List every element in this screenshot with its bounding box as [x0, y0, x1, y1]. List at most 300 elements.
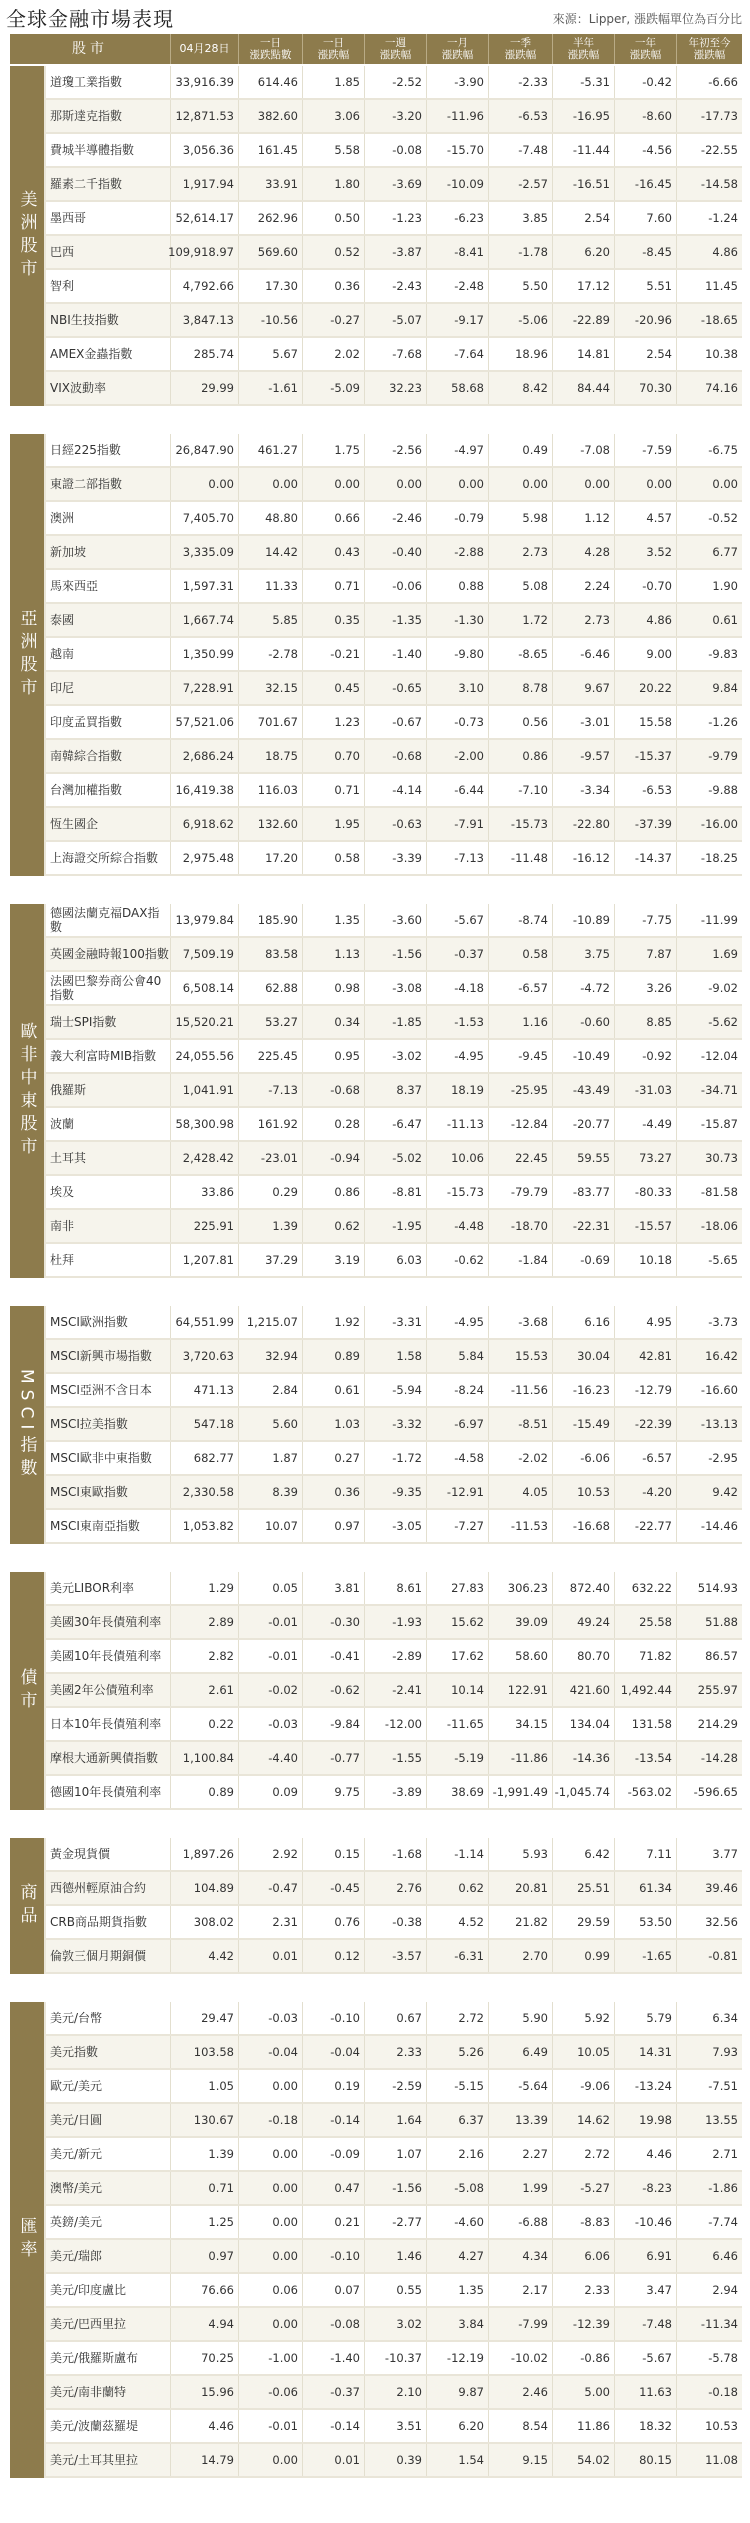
cell-close: 0.22 [170, 1708, 238, 1740]
cell-half: 29.59 [552, 1906, 614, 1938]
cell-month: -2.88 [426, 536, 488, 568]
row-name: 墨西哥 [50, 211, 87, 225]
cell-ytd: -5.62 [676, 1006, 742, 1038]
table-row [46, 1210, 742, 1244]
cell-day-pct: 1.03 [302, 1408, 364, 1440]
table-header [10, 34, 742, 64]
row-name: 俄羅斯 [50, 1083, 87, 1097]
cell-day-points: 32.94 [238, 1340, 302, 1372]
cell-day-pct: 0.62 [302, 1210, 364, 1242]
cell-quarter: 39.09 [488, 1606, 552, 1638]
cell-ytd: 4.86 [676, 236, 742, 268]
cell-week: -2.89 [364, 1640, 426, 1672]
cell-ytd: 86.57 [676, 1640, 742, 1672]
cell-quarter: -15.73 [488, 808, 552, 840]
table-row [46, 1872, 742, 1906]
cell-week: -2.46 [364, 502, 426, 534]
section-2 [10, 904, 742, 1278]
cell-week: 1.64 [364, 2104, 426, 2136]
cell-day-pct: 2.02 [302, 338, 364, 370]
cell-quarter: 5.50 [488, 270, 552, 302]
cell-day-points: 33.91 [238, 168, 302, 200]
cell-half: 0.00 [552, 468, 614, 500]
cell-half: 421.60 [552, 1674, 614, 1706]
cell-quarter: -11.56 [488, 1374, 552, 1406]
cell-half: -6.46 [552, 638, 614, 670]
cell-half: 84.44 [552, 372, 614, 404]
cell-quarter: -3.68 [488, 1306, 552, 1338]
cell-close: 7,405.70 [170, 502, 238, 534]
cell-day-pct: -0.27 [302, 304, 364, 336]
cell-ytd: -17.73 [676, 100, 742, 132]
row-name: MSCI東南亞指數 [50, 1519, 140, 1533]
cell-day-pct: 1.23 [302, 706, 364, 738]
table-row [46, 434, 742, 468]
row-name: 羅素二千指數 [50, 177, 123, 191]
cell-year: -10.46 [614, 2206, 676, 2238]
cell-quarter: 8.42 [488, 372, 552, 404]
row-name: 印尼 [50, 681, 75, 695]
section-label-text: 歐非中東股市 [16, 1022, 37, 1160]
cell-week: -1.55 [364, 1742, 426, 1774]
cell-ytd: 32.56 [676, 1906, 742, 1938]
row-name: MSCI歐非中東指數 [50, 1451, 152, 1465]
cell-close: 16,419.38 [170, 774, 238, 806]
cell-year: 80.15 [614, 2444, 676, 2476]
row-name: 德國10年長債殖利率 [50, 1785, 162, 1799]
cell-ytd: 1.69 [676, 938, 742, 970]
cell-ytd: -34.71 [676, 1074, 742, 1106]
section-label [10, 1306, 44, 1544]
cell-close: 547.18 [170, 1408, 238, 1440]
cell-quarter: 58.60 [488, 1640, 552, 1672]
cell-close: 1,667.74 [170, 604, 238, 636]
cell-ytd: -12.04 [676, 1040, 742, 1072]
cell-year: 53.50 [614, 1906, 676, 1938]
cell-half: -9.57 [552, 740, 614, 772]
cell-week: -1.95 [364, 1210, 426, 1242]
table-row [46, 2070, 742, 2104]
cell-day-points: 14.42 [238, 536, 302, 568]
row-name: 澳幣/美元 [50, 2181, 103, 2195]
cell-day-pct: 0.71 [302, 570, 364, 602]
cell-week: 3.51 [364, 2410, 426, 2442]
header-quarter: 一季 漲跌幅 [488, 34, 552, 64]
cell-day-points: 461.27 [238, 434, 302, 466]
cell-ytd: 10.53 [676, 2410, 742, 2442]
cell-close: 0.89 [170, 1776, 238, 1808]
cell-month: 1.35 [426, 2274, 488, 2306]
cell-month: 27.83 [426, 1572, 488, 1604]
cell-day-points: 0.00 [238, 2308, 302, 2340]
cell-month: -6.31 [426, 1940, 488, 1972]
cell-close: 0.71 [170, 2172, 238, 2204]
cell-day-points: 569.60 [238, 236, 302, 268]
row-name: 那斯達克指數 [50, 109, 123, 123]
cell-quarter: 0.00 [488, 468, 552, 500]
cell-month: 6.20 [426, 2410, 488, 2442]
cell-ytd: -1.26 [676, 706, 742, 738]
cell-week: 8.61 [364, 1572, 426, 1604]
cell-quarter: 8.78 [488, 672, 552, 704]
cell-quarter: -8.51 [488, 1408, 552, 1440]
cell-day-pct: -0.14 [302, 2104, 364, 2136]
cell-week: -0.38 [364, 1906, 426, 1938]
cell-quarter: -1.84 [488, 1244, 552, 1276]
cell-week: 1.07 [364, 2138, 426, 2170]
cell-close: 103.58 [170, 2036, 238, 2068]
row-name: 越南 [50, 647, 75, 661]
cell-year: -6.53 [614, 774, 676, 806]
cell-half: 9.67 [552, 672, 614, 704]
row-name: 日本10年長債殖利率 [50, 1717, 162, 1731]
row-name: 美元/波蘭茲羅堤 [50, 2419, 139, 2433]
cell-ytd: -0.81 [676, 1940, 742, 1972]
cell-day-points: 1.87 [238, 1442, 302, 1474]
cell-close: 7,509.19 [170, 938, 238, 970]
table-row [46, 1074, 742, 1108]
cell-close: 7,228.91 [170, 672, 238, 704]
cell-week: 1.46 [364, 2240, 426, 2272]
cell-month: -15.73 [426, 1176, 488, 1208]
cell-close: 3,056.36 [170, 134, 238, 166]
cell-close: 4.46 [170, 2410, 238, 2442]
cell-year: 71.82 [614, 1640, 676, 1672]
table-row [46, 1674, 742, 1708]
cell-month: 9.87 [426, 2376, 488, 2408]
cell-year: 19.98 [614, 2104, 676, 2136]
cell-quarter: 15.53 [488, 1340, 552, 1372]
cell-day-pct: 1.85 [302, 66, 364, 98]
cell-close: 225.91 [170, 1210, 238, 1242]
cell-month: 4.52 [426, 1906, 488, 1938]
cell-half: 5.92 [552, 2002, 614, 2034]
cell-month: 0.88 [426, 570, 488, 602]
cell-ytd: 6.34 [676, 2002, 742, 2034]
cell-day-points: 185.90 [238, 904, 302, 936]
cell-month: 5.26 [426, 2036, 488, 2068]
cell-month: -10.09 [426, 168, 488, 200]
row-name: 泰國 [50, 613, 75, 627]
cell-day-pct: 0.27 [302, 1442, 364, 1474]
row-name: 土耳其 [50, 1151, 87, 1165]
cell-day-pct: -0.37 [302, 2376, 364, 2408]
table-row [46, 1006, 742, 1040]
table-row [46, 638, 742, 672]
cell-quarter: 2.73 [488, 536, 552, 568]
row-name: 澳洲 [50, 511, 75, 525]
cell-day-pct: 1.75 [302, 434, 364, 466]
table-row [46, 1244, 742, 1278]
cell-half: -43.49 [552, 1074, 614, 1106]
cell-day-points: -0.03 [238, 2002, 302, 2034]
cell-ytd: 514.93 [676, 1572, 742, 1604]
cell-day-pct: -0.77 [302, 1742, 364, 1774]
cell-week: -1.56 [364, 938, 426, 970]
cell-half: 59.55 [552, 1142, 614, 1174]
cell-year: 7.87 [614, 938, 676, 970]
cell-half: 14.62 [552, 2104, 614, 2136]
table-row [46, 1708, 742, 1742]
row-name: 美元/台幣 [50, 2011, 103, 2025]
cell-day-points: -0.18 [238, 2104, 302, 2136]
cell-half: -22.89 [552, 304, 614, 336]
cell-half: 14.81 [552, 338, 614, 370]
table-row [46, 672, 742, 706]
cell-close: 58,300.98 [170, 1108, 238, 1140]
cell-day-points: -1.61 [238, 372, 302, 404]
cell-close: 2,686.24 [170, 740, 238, 772]
table-row [46, 168, 742, 202]
row-name: 德國法蘭克福DAX指數 [50, 906, 160, 934]
cell-ytd: -2.95 [676, 1442, 742, 1474]
cell-week: 0.55 [364, 2274, 426, 2306]
table-row [46, 1040, 742, 1074]
row-name: 美國2年公債殖利率 [50, 1683, 154, 1697]
cell-day-points: 0.00 [238, 2206, 302, 2238]
cell-close: 130.67 [170, 2104, 238, 2136]
cell-day-pct: 5.58 [302, 134, 364, 166]
section-5 [10, 1838, 742, 1974]
cell-day-points: 0.00 [238, 2070, 302, 2102]
cell-quarter: 5.90 [488, 2002, 552, 2034]
cell-month: -4.97 [426, 434, 488, 466]
cell-year: -6.57 [614, 1442, 676, 1474]
cell-day-points: 53.27 [238, 1006, 302, 1038]
cell-year: 20.22 [614, 672, 676, 704]
cell-close: 2.89 [170, 1606, 238, 1638]
table-row [46, 2172, 742, 2206]
cell-day-points: 382.60 [238, 100, 302, 132]
row-name: 智利 [50, 279, 75, 293]
table-row [46, 1340, 742, 1374]
cell-month: -0.79 [426, 502, 488, 534]
cell-close: 24,055.56 [170, 1040, 238, 1072]
cell-close: 104.89 [170, 1872, 238, 1904]
cell-year: -0.92 [614, 1040, 676, 1072]
cell-week: -8.81 [364, 1176, 426, 1208]
cell-year: 10.18 [614, 1244, 676, 1276]
cell-ytd: 11.45 [676, 270, 742, 302]
cell-day-pct: 0.35 [302, 604, 364, 636]
cell-day-pct: 1.92 [302, 1306, 364, 1338]
cell-close: 1,597.31 [170, 570, 238, 602]
row-name: MSCI新興市場指數 [50, 1349, 152, 1363]
cell-year: 4.95 [614, 1306, 676, 1338]
cell-day-pct: 3.19 [302, 1244, 364, 1276]
row-name: 美元/瑞郎 [50, 2249, 103, 2263]
cell-day-points: 1.39 [238, 1210, 302, 1242]
cell-day-pct: 1.95 [302, 808, 364, 840]
cell-month: -5.67 [426, 904, 488, 936]
cell-close: 33.86 [170, 1176, 238, 1208]
cell-half: -83.77 [552, 1176, 614, 1208]
table-row [46, 1176, 742, 1210]
cell-day-pct: 0.86 [302, 1176, 364, 1208]
row-name: MSCI歐洲指數 [50, 1315, 128, 1329]
cell-day-pct: 0.07 [302, 2274, 364, 2306]
cell-month: -9.17 [426, 304, 488, 336]
cell-close: 26,847.90 [170, 434, 238, 466]
cell-day-pct: 1.13 [302, 938, 364, 970]
cell-quarter: 2.17 [488, 2274, 552, 2306]
cell-quarter: 5.98 [488, 502, 552, 534]
row-name: MSCI亞洲不含日本 [50, 1383, 152, 1397]
cell-year: 11.63 [614, 2376, 676, 2408]
table-row [46, 1108, 742, 1142]
row-name: 新加坡 [50, 545, 87, 559]
cell-ytd: 13.55 [676, 2104, 742, 2136]
cell-day-pct: 3.06 [302, 100, 364, 132]
cell-week: -2.52 [364, 66, 426, 98]
cell-day-pct: 0.52 [302, 236, 364, 268]
cell-close: 2.61 [170, 1674, 238, 1706]
cell-day-points: -0.47 [238, 1872, 302, 1904]
cell-year: -14.37 [614, 842, 676, 874]
cell-year: -22.77 [614, 1510, 676, 1542]
cell-half: 6.16 [552, 1306, 614, 1338]
cell-day-pct: -5.09 [302, 372, 364, 404]
header-week: 一週 漲跌幅 [364, 34, 426, 64]
cell-month: -1.14 [426, 1838, 488, 1870]
cell-year: -22.39 [614, 1408, 676, 1440]
cell-month: -4.95 [426, 1040, 488, 1072]
cell-day-points: 11.33 [238, 570, 302, 602]
row-name: 台灣加權指數 [50, 783, 123, 797]
cell-quarter: 18.96 [488, 338, 552, 370]
cell-week: 0.39 [364, 2444, 426, 2476]
row-name: 美元/土耳其里拉 [50, 2453, 139, 2467]
cell-day-pct: 0.61 [302, 1374, 364, 1406]
cell-close: 1,897.26 [170, 1838, 238, 1870]
cell-quarter: 8.54 [488, 2410, 552, 2442]
cell-day-points: 262.96 [238, 202, 302, 234]
cell-half: 6.42 [552, 1838, 614, 1870]
table-row [46, 904, 742, 938]
table-row [46, 2410, 742, 2444]
cell-week: -1.23 [364, 202, 426, 234]
cell-day-points: 116.03 [238, 774, 302, 806]
table-row [46, 66, 742, 100]
row-name: 美元/新元 [50, 2147, 103, 2161]
cell-month: 17.62 [426, 1640, 488, 1672]
cell-quarter: -6.88 [488, 2206, 552, 2238]
cell-close: 2,330.58 [170, 1476, 238, 1508]
cell-year: 2.54 [614, 338, 676, 370]
table-row [46, 2342, 742, 2376]
row-name: 美國30年長債殖利率 [50, 1615, 162, 1629]
cell-day-points: 0.06 [238, 2274, 302, 2306]
cell-day-pct: 0.34 [302, 1006, 364, 1038]
cell-close: 3,847.13 [170, 304, 238, 336]
cell-ytd: -22.55 [676, 134, 742, 166]
row-name: 摩根大通新興債指數 [50, 1751, 159, 1765]
cell-month: 6.37 [426, 2104, 488, 2136]
cell-year: 5.51 [614, 270, 676, 302]
cell-month: -6.44 [426, 774, 488, 806]
cell-week: -2.56 [364, 434, 426, 466]
cell-half: -3.01 [552, 706, 614, 738]
cell-half: -16.51 [552, 168, 614, 200]
cell-ytd: -0.18 [676, 2376, 742, 2408]
cell-day-points: 48.80 [238, 502, 302, 534]
cell-day-pct: -0.04 [302, 2036, 364, 2068]
cell-close: 0.00 [170, 468, 238, 500]
row-name: 倫敦三個月期銅價 [50, 1949, 147, 1963]
cell-half: -5.27 [552, 2172, 614, 2204]
cell-week: -10.37 [364, 2342, 426, 2374]
row-name: 美元指數 [50, 2045, 99, 2059]
cell-quarter: -2.33 [488, 66, 552, 98]
cell-day-points: 614.46 [238, 66, 302, 98]
cell-day-pct: 3.81 [302, 1572, 364, 1604]
cell-day-pct: 0.98 [302, 972, 364, 1004]
cell-day-points: 5.85 [238, 604, 302, 636]
cell-ytd: -6.75 [676, 434, 742, 466]
table-row [46, 502, 742, 536]
cell-ytd: -14.46 [676, 1510, 742, 1542]
row-name: 法國巴黎券商公會40指數 [50, 974, 162, 1002]
cell-half: -20.77 [552, 1108, 614, 1140]
cell-half: -9.06 [552, 2070, 614, 2102]
cell-day-points: 0.00 [238, 2240, 302, 2272]
cell-close: 1,041.91 [170, 1074, 238, 1106]
cell-day-points: 62.88 [238, 972, 302, 1004]
cell-half: 10.53 [552, 1476, 614, 1508]
cell-week: -5.02 [364, 1142, 426, 1174]
cell-year: -8.23 [614, 2172, 676, 2204]
cell-week: -3.20 [364, 100, 426, 132]
row-name: 歐元/美元 [50, 2079, 103, 2093]
cell-half: -22.31 [552, 1210, 614, 1242]
cell-close: 1.25 [170, 2206, 238, 2238]
cell-day-points: 37.29 [238, 1244, 302, 1276]
cell-month: 0.00 [426, 468, 488, 500]
table-row [46, 2002, 742, 2036]
row-name: 義大利富時MIB指數 [50, 1049, 157, 1063]
section-label-text: MSCI指數 [16, 1368, 37, 1482]
table-row [46, 536, 742, 570]
cell-quarter: -18.70 [488, 1210, 552, 1242]
cell-day-pct: 1.35 [302, 904, 364, 936]
cell-quarter: 3.85 [488, 202, 552, 234]
cell-ytd: -596.65 [676, 1776, 742, 1808]
table-row [46, 2138, 742, 2172]
cell-quarter: 0.86 [488, 740, 552, 772]
table-row [46, 740, 742, 774]
cell-month: -11.13 [426, 1108, 488, 1140]
cell-year: 14.31 [614, 2036, 676, 2068]
cell-week: -0.65 [364, 672, 426, 704]
cell-ytd: -11.99 [676, 904, 742, 936]
cell-ytd: 3.77 [676, 1838, 742, 1870]
cell-year: 73.27 [614, 1142, 676, 1174]
cell-day-points: -0.01 [238, 2410, 302, 2442]
cell-month: 3.84 [426, 2308, 488, 2340]
cell-week: -12.00 [364, 1708, 426, 1740]
cell-close: 64,551.99 [170, 1306, 238, 1338]
cell-ytd: -9.02 [676, 972, 742, 1004]
cell-half: 2.33 [552, 2274, 614, 2306]
section-label [10, 1572, 44, 1810]
cell-day-pct: 0.58 [302, 842, 364, 874]
section-6 [10, 2002, 742, 2478]
cell-half: 54.02 [552, 2444, 614, 2476]
cell-half: -22.80 [552, 808, 614, 840]
cell-month: -1.30 [426, 604, 488, 636]
cell-day-pct: 0.00 [302, 468, 364, 500]
cell-week: -7.68 [364, 338, 426, 370]
